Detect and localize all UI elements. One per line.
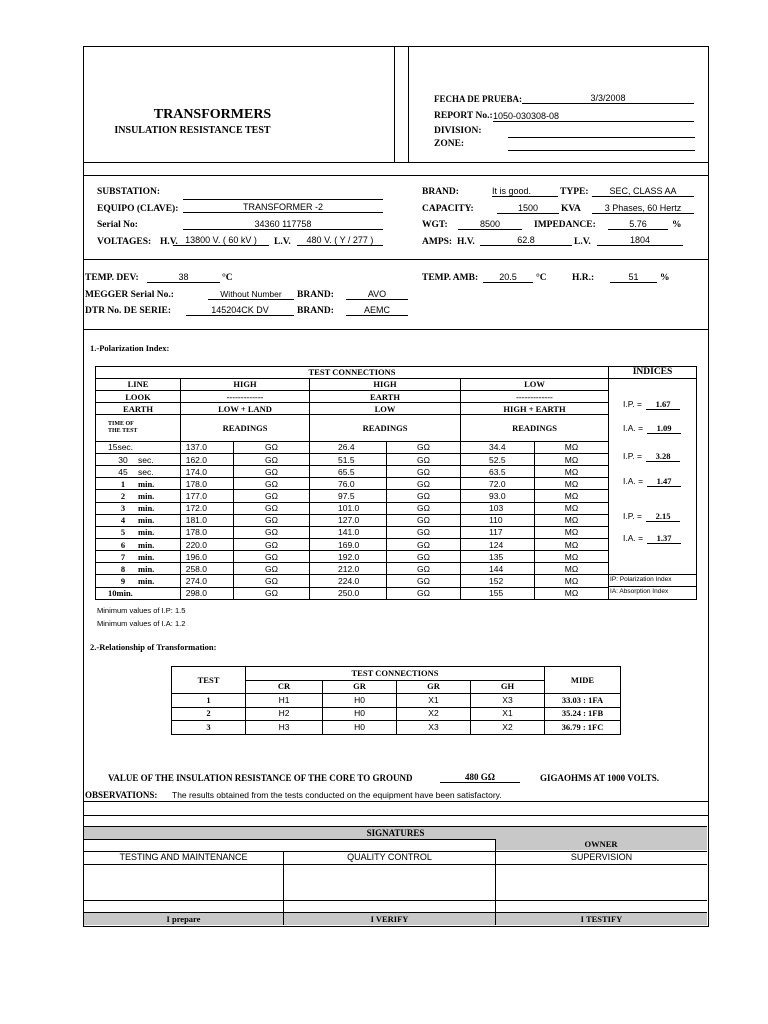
- serial-label: Serial No:: [97, 220, 138, 230]
- reading-high-land: 172.0: [181, 502, 234, 514]
- reading-low-earth: 144: [461, 563, 535, 575]
- brand-value[interactable]: It is good.: [492, 186, 558, 197]
- polarization-row: [96, 514, 697, 526]
- unit-cell: GΩ: [234, 551, 310, 563]
- polarization-row: [96, 563, 697, 575]
- conn-cell: H0: [323, 694, 397, 708]
- unit-cell: GΩ: [387, 454, 461, 466]
- substation-label: SUBSTATION:: [97, 187, 160, 197]
- unit-cell: GΩ: [387, 490, 461, 502]
- hv-label: H.V.: [160, 237, 178, 247]
- transformation-row: [172, 707, 621, 721]
- look-col-3: -------------: [461, 391, 609, 403]
- time-cell: 9 min.: [96, 575, 181, 587]
- reading-low-earth: 152: [461, 575, 535, 587]
- reading-high-earth: 101.0: [310, 502, 387, 514]
- unit-cell: GΩ: [234, 502, 310, 514]
- unit-cell: GΩ: [234, 563, 310, 575]
- conn-header-gh: GH: [471, 680, 545, 694]
- time-cell: 6 min.: [96, 539, 181, 551]
- reading-high-earth: 97.5: [310, 490, 387, 502]
- core-value[interactable]: 480 GΩ: [440, 772, 520, 783]
- reading-high-earth: 76.0: [310, 478, 387, 490]
- polarization-title: 1.-Polarization Index:: [90, 343, 170, 353]
- unit-cell: GΩ: [234, 490, 310, 502]
- sig-col-supervision: SUPERVISION: [570, 852, 633, 862]
- unit-cell: GΩ: [234, 575, 310, 587]
- reading-low-earth: 103: [461, 502, 535, 514]
- sig-box-quality[interactable]: [284, 865, 495, 900]
- temp-amb-value[interactable]: 20.5: [483, 272, 533, 283]
- min-ia-note: Minimum values of I.A: 1.2: [97, 619, 186, 628]
- transformation-table: [171, 666, 621, 735]
- sig-foot-testify: I TESTIFY: [496, 913, 707, 925]
- temp-dev-unit: °C: [222, 273, 233, 283]
- unit-cell: MΩ: [535, 551, 609, 563]
- reading-high-land: 181.0: [181, 514, 234, 526]
- unit-cell: GΩ: [234, 454, 310, 466]
- dtr-brand-value[interactable]: AEMC: [346, 305, 408, 316]
- unit-cell: GΩ: [387, 563, 461, 575]
- reading-high-earth: 65.5: [310, 466, 387, 478]
- unit-cell: GΩ: [387, 539, 461, 551]
- dtr-value[interactable]: 145204CK DV: [186, 305, 294, 316]
- lv-label: L.V.: [274, 237, 291, 247]
- polarization-row: [96, 454, 697, 466]
- sig-foot-verify: I VERIFY: [284, 913, 495, 925]
- time-cell: 15sec.: [96, 441, 181, 453]
- polarization-row: [96, 587, 697, 599]
- conn-cell: X2: [397, 707, 471, 721]
- readings-col-1: READINGS: [181, 415, 310, 442]
- reading-high-earth: 26.4: [310, 441, 387, 453]
- unit-cell: MΩ: [535, 454, 609, 466]
- unit-cell: GΩ: [234, 587, 310, 599]
- reading-high-earth: 212.0: [310, 563, 387, 575]
- fecha-label: FECHA DE PRUEBA:: [434, 94, 523, 104]
- sig-box-testing[interactable]: [84, 865, 283, 900]
- readings-col-2: READINGS: [310, 415, 461, 442]
- wgt-label: WGT:: [422, 220, 448, 230]
- conn-cell: H1: [246, 694, 323, 708]
- polarization-row: [96, 466, 697, 478]
- reading-high-earth: 192.0: [310, 551, 387, 563]
- reading-high-earth: 127.0: [310, 514, 387, 526]
- observations-value[interactable]: The results obtained from the tests conducted on the equipment have been satisfactory.: [172, 790, 502, 800]
- conn-cell: X3: [471, 694, 545, 708]
- unit-cell: MΩ: [535, 539, 609, 551]
- reading-high-earth: 250.0: [310, 587, 387, 599]
- dtr-label: DTR No. DE SERIE:: [85, 306, 172, 316]
- reading-high-land: 137.0: [181, 441, 234, 453]
- time-of-test-label: TIME OF THE TEST: [96, 415, 181, 442]
- conn-cell: H0: [323, 707, 397, 721]
- sig-box-supervision[interactable]: [496, 865, 707, 900]
- unit-cell: MΩ: [535, 575, 609, 587]
- transformation-row: [172, 694, 621, 708]
- earth-col-2: LOW: [310, 403, 461, 415]
- conn-cell: X1: [397, 694, 471, 708]
- row-earth-label: EARTH: [96, 403, 181, 415]
- polarization-row: [96, 575, 697, 587]
- unit-cell: GΩ: [234, 539, 310, 551]
- reading-low-earth: 72.0: [461, 478, 535, 490]
- time-cell: 2 min.: [96, 490, 181, 502]
- amps-lv-value[interactable]: 1804: [597, 235, 683, 246]
- time-cell: 10min.: [96, 587, 181, 599]
- impedance-value[interactable]: 5.76: [608, 219, 668, 230]
- sig-col-quality: QUALITY CONTROL: [347, 852, 432, 862]
- reading-low-earth: 135: [461, 551, 535, 563]
- ip-legend: IP: Polarization Index: [610, 575, 672, 583]
- conn-cell: X1: [471, 707, 545, 721]
- reading-high-land: 274.0: [181, 575, 234, 587]
- row-line-label: LINE: [96, 378, 181, 390]
- hr-label: H.R.:: [572, 273, 595, 283]
- reading-low-earth: 155: [461, 587, 535, 599]
- unit-cell: GΩ: [387, 502, 461, 514]
- conn-header-cr: CR: [246, 680, 323, 694]
- division-label: DIVISION:: [434, 126, 482, 136]
- test-number: 2: [172, 707, 246, 721]
- conn-cell: H3: [246, 721, 323, 735]
- unit-cell: GΩ: [234, 478, 310, 490]
- transformation-connections-header: TEST CONNECTIONS: [246, 667, 545, 681]
- earth-col-3: HIGH + EARTH: [461, 403, 609, 415]
- impedance-pct: %: [672, 220, 682, 230]
- core-label: VALUE OF THE INSULATION RESISTANCE OF THE CORE TO GROUND: [108, 773, 413, 783]
- unit-cell: MΩ: [535, 478, 609, 490]
- polarization-table: [95, 366, 697, 600]
- megger-brand-label: BRAND:: [297, 290, 334, 300]
- unit-cell: GΩ: [387, 575, 461, 587]
- reading-low-earth: 93.0: [461, 490, 535, 502]
- capacity-value[interactable]: 1500: [497, 203, 559, 214]
- capacity-label: CAPACITY:: [422, 204, 474, 214]
- unit-cell: MΩ: [535, 587, 609, 599]
- brand-label: BRAND:: [422, 187, 459, 197]
- look-col-1: -------------: [181, 391, 310, 403]
- unit-cell: MΩ: [535, 490, 609, 502]
- reading-low-earth: 34.4: [461, 441, 535, 453]
- polarization-row: [96, 551, 697, 563]
- mide-header: MIDE: [545, 667, 621, 694]
- hr-unit: %: [660, 273, 670, 283]
- test-header: TEST: [172, 667, 246, 694]
- conn-header-gr: GR: [323, 680, 397, 694]
- unit-cell: MΩ: [535, 441, 609, 453]
- kva-label: KVA: [561, 204, 581, 214]
- indices-header: INDICES: [609, 367, 697, 379]
- unit-cell: MΩ: [535, 563, 609, 575]
- fecha-value[interactable]: 3/3/2008: [522, 93, 694, 104]
- polarization-row: [96, 441, 697, 453]
- transformation-title: 2.-Relationship of Transformation:: [90, 642, 217, 652]
- reading-high-land: 220.0: [181, 539, 234, 551]
- type-value[interactable]: SEC, CLASS AA: [592, 186, 694, 197]
- amps-label: AMPS:: [422, 237, 453, 247]
- megger-label: MEGGER Serial No.:: [85, 290, 174, 300]
- unit-cell: GΩ: [387, 551, 461, 563]
- ia-index: I.A. = 1.09: [623, 423, 681, 434]
- reading-low-earth: 110: [461, 514, 535, 526]
- reading-low-earth: 63.5: [461, 466, 535, 478]
- core-suffix: GIGAOHMS AT 1000 VOLTS.: [540, 773, 660, 783]
- reading-high-earth: 51.5: [310, 454, 387, 466]
- unit-cell: MΩ: [535, 514, 609, 526]
- amps-lv-label: L.V.: [574, 237, 591, 247]
- reading-high-land: 174.0: [181, 466, 234, 478]
- signatures-header: SIGNATURES: [84, 826, 707, 840]
- reading-high-land: 196.0: [181, 551, 234, 563]
- conn-cell: H2: [246, 707, 323, 721]
- transformation-table-wrap: [171, 666, 621, 735]
- wgt-value[interactable]: 8500: [458, 219, 522, 230]
- time-cell: 3 min.: [96, 502, 181, 514]
- polarization-row: [96, 526, 697, 538]
- sig-foot-prepare: I prepare: [84, 913, 283, 925]
- ip-index: I.P. = 1.67: [623, 399, 680, 410]
- owner-header: OWNER: [495, 839, 707, 850]
- megger-value[interactable]: Without Number: [208, 289, 294, 300]
- time-cell: 1 min.: [96, 478, 181, 490]
- conn-header-gr: GR: [397, 680, 471, 694]
- temp-amb-label: TEMP. AMB:: [422, 273, 479, 283]
- line-col-3: LOW: [461, 378, 609, 390]
- reading-high-land: 258.0: [181, 563, 234, 575]
- ia-index: I.A. = 1.47: [623, 476, 681, 487]
- polarization-row: [96, 490, 697, 502]
- reading-high-earth: 224.0: [310, 575, 387, 587]
- min-ip-note: Minimum values of I.P: 1.5: [97, 606, 186, 615]
- equipo-value[interactable]: TRANSFORMER -2: [183, 202, 383, 213]
- transformation-row: [172, 721, 621, 735]
- unit-cell: GΩ: [234, 441, 310, 453]
- unit-cell: GΩ: [234, 466, 310, 478]
- hr-value[interactable]: 51: [610, 272, 657, 283]
- amps-hv-label: H.V.: [457, 237, 475, 247]
- unit-cell: GΩ: [234, 526, 310, 538]
- time-cell: 45 sec.: [96, 466, 181, 478]
- lv-value[interactable]: 480 V. ( Y / 277 ): [297, 235, 383, 246]
- reading-high-earth: 169.0: [310, 539, 387, 551]
- form-subtitle: INSULATION RESISTANCE TEST: [114, 125, 271, 136]
- time-cell: 8 min.: [96, 563, 181, 575]
- conn-cell: X3: [397, 721, 471, 735]
- temp-dev-label: TEMP. DEV:: [85, 273, 139, 283]
- kva-value[interactable]: 3 Phases, 60 Hertz: [592, 203, 694, 214]
- equipo-label: EQUIPO (CLAVE):: [97, 204, 179, 214]
- report-value[interactable]: 1050-030308-08: [493, 111, 694, 122]
- unit-cell: GΩ: [234, 514, 310, 526]
- mide-value: 35.24 : 1FB: [545, 707, 621, 721]
- reading-high-land: 162.0: [181, 454, 234, 466]
- reading-low-earth: 117: [461, 526, 535, 538]
- look-col-2: EARTH: [310, 391, 461, 403]
- ip-index: I.P. = 3.28: [623, 451, 680, 462]
- ip-index: I.P. = 2.15: [623, 511, 680, 522]
- unit-cell: GΩ: [387, 514, 461, 526]
- polarization-row: [96, 502, 697, 514]
- form-title: TRANSFORMERS: [153, 107, 272, 122]
- time-cell: 4 min.: [96, 514, 181, 526]
- test-number: 3: [172, 721, 246, 735]
- unit-cell: MΩ: [535, 502, 609, 514]
- unit-cell: GΩ: [387, 466, 461, 478]
- reading-low-earth: 124: [461, 539, 535, 551]
- line-col-1: HIGH: [181, 378, 310, 390]
- impedance-label: IMPEDANCE:: [534, 220, 596, 230]
- dtr-brand-label: BRAND:: [297, 306, 334, 316]
- hv-value[interactable]: 13800 V. ( 60 kV ): [173, 235, 269, 246]
- report-label: REPORT No.:: [434, 111, 493, 121]
- voltages-label: VOLTAGES:: [97, 237, 152, 247]
- test-number: 1: [172, 694, 246, 708]
- reading-high-land: 178.0: [181, 478, 234, 490]
- polarization-table-wrap: [95, 366, 697, 600]
- polarization-row: [96, 539, 697, 551]
- conn-cell: H0: [323, 721, 397, 735]
- reading-high-land: 178.0: [181, 526, 234, 538]
- unit-cell: GΩ: [387, 478, 461, 490]
- time-cell: 5 min.: [96, 526, 181, 538]
- mide-value: 36.79 : 1FC: [545, 721, 621, 735]
- temp-amb-unit: °C: [536, 273, 547, 283]
- serial-value[interactable]: 34360 117758: [183, 219, 383, 230]
- indices-cell: [609, 378, 697, 599]
- type-label: TYPE:: [560, 187, 589, 197]
- temp-dev-value[interactable]: 38: [147, 272, 220, 283]
- unit-cell: MΩ: [535, 526, 609, 538]
- reading-high-earth: 141.0: [310, 526, 387, 538]
- unit-cell: GΩ: [387, 441, 461, 453]
- row-look-label: LOOK: [96, 391, 181, 403]
- zone-label: ZONE:: [434, 139, 465, 149]
- reading-low-earth: 52.5: [461, 454, 535, 466]
- test-connections-header: TEST CONNECTIONS: [96, 367, 609, 379]
- unit-cell: GΩ: [387, 587, 461, 599]
- ia-index: I.A. = 1.37: [623, 533, 681, 544]
- conn-cell: X2: [471, 721, 545, 735]
- time-cell: 30 sec.: [96, 454, 181, 466]
- readings-col-3: READINGS: [461, 415, 609, 442]
- amps-hv-value[interactable]: 62.8: [480, 235, 572, 246]
- unit-cell: MΩ: [535, 466, 609, 478]
- unit-cell: GΩ: [387, 526, 461, 538]
- observations-label: OBSERVATIONS:: [85, 790, 158, 800]
- reading-high-land: 177.0: [181, 490, 234, 502]
- ia-legend: IA: Absorption Index: [610, 587, 669, 595]
- sig-col-testing: TESTING AND MAINTENANCE: [119, 852, 248, 862]
- earth-col-1: LOW + LAND: [181, 403, 310, 415]
- line-col-2: HIGH: [310, 378, 461, 390]
- mide-value: 33.03 : 1FA: [545, 694, 621, 708]
- polarization-row: [96, 478, 697, 490]
- megger-brand-value[interactable]: AVO: [346, 289, 408, 300]
- time-cell: 7 min.: [96, 551, 181, 563]
- reading-high-land: 298.0: [181, 587, 234, 599]
